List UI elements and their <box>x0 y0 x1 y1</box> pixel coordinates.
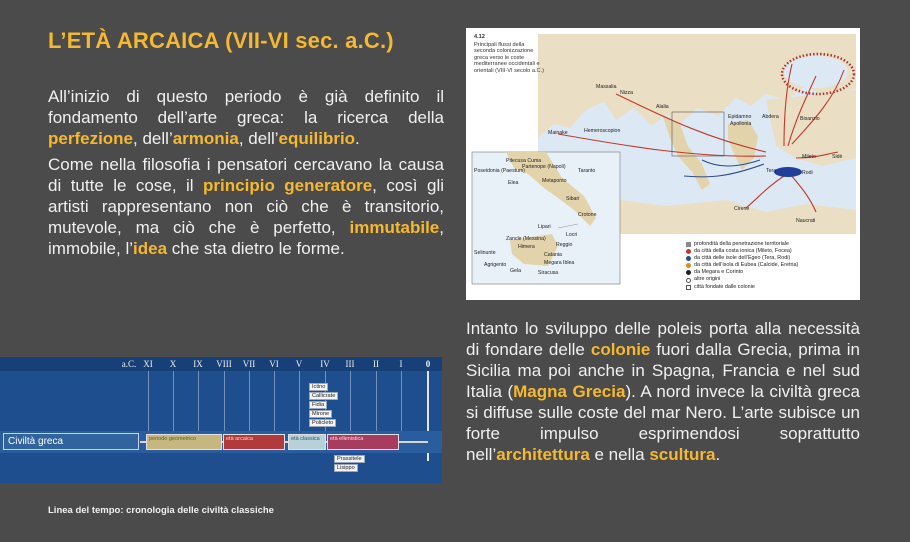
century-label: VI <box>269 359 279 369</box>
century-label: XI <box>143 359 153 369</box>
highlight-armonia: armonia <box>172 129 239 148</box>
label-megara: Megara Iblea <box>544 260 575 266</box>
label-nizza: Nizza <box>620 90 633 96</box>
highlight-perfezione: perfezione <box>48 129 134 148</box>
century-label: IV <box>320 359 330 369</box>
legend-swatch-depth <box>686 242 691 247</box>
century-label: VII <box>242 359 256 369</box>
artist-label: Policleto <box>309 419 336 427</box>
century-label: II <box>373 359 379 369</box>
label-bisanzio: Bisanzio <box>800 116 820 122</box>
map-caption-text: Principali flussi della seconda colonizzazione greca verso le coste mediterranee occidentali e orientali (VIII-VI secolo a.C.) <box>474 41 544 74</box>
map-number: 4.12 <box>474 34 485 40</box>
legend-swatch-aegean <box>686 256 691 261</box>
timeline <box>0 357 442 483</box>
century-label: I <box>399 359 403 369</box>
artist-label: Ictino <box>309 383 328 391</box>
century-label: V <box>295 359 303 369</box>
highlight-magna-grecia: Magna Grecia <box>513 382 626 401</box>
century-label: IX <box>193 359 203 369</box>
period-hellenistic: età ellenistica <box>327 434 399 450</box>
map-caption <box>474 34 546 75</box>
highlight-equilibrio: equilibrio <box>278 129 356 148</box>
colonization-map <box>466 28 860 300</box>
century-label: VIII <box>216 359 232 369</box>
legend-item: città fondate dalle colonie <box>686 284 856 291</box>
label-massalia: Massalia <box>596 84 617 90</box>
highlight-immutabile: immutabile <box>349 218 440 237</box>
label-crotone: Crotone <box>578 212 597 218</box>
label-zancle: Zancle (Messina) <box>506 236 546 242</box>
artist-label: Mirone <box>309 410 332 418</box>
artist-label: Fidia <box>309 401 327 409</box>
label-sibari: Sibari <box>566 196 580 202</box>
paragraph-philosophy: Come nella filosofia i pensatori cercavano la causa di tutte le cose, il principio generatore, così gli artisti rappresentano non ciò che è transitorio, mutevole, ma ciò che è perfetto, immutabile, immobile, l’idea che sta dietro le forme. <box>48 155 444 258</box>
paragraph-colonies: Intanto lo sviluppo delle poleis porta alla necessità di fondare delle colonie fuori dalla Grecia, prima in Sicilia ma poi anche in Spagna, Francia e nel sud Italia (Magna Grecia). A nord invece la civiltà greca si diffuse sulle coste del mar Nero. L’arte subisce un forte impulso esprimendosi soprattutto nell’architettura e nella scultura. <box>466 319 861 464</box>
label-gela: Gela <box>510 268 521 274</box>
map-aegean-blue <box>774 167 802 177</box>
label-epidamno: Epidamno <box>728 114 752 120</box>
century-tick <box>249 371 250 439</box>
century-tick <box>350 371 351 439</box>
label-hemeroscopion: Hemeroscopion <box>584 128 621 134</box>
label-naucrati: Naucrati <box>796 218 816 224</box>
label-tera: Tera <box>766 168 777 174</box>
century-tick <box>198 371 199 439</box>
legend-item: da città della costa ionica (Mileto, Focea) <box>686 248 856 255</box>
label-rodi: Rodi <box>802 170 813 176</box>
legend-item: altre origini <box>686 276 856 283</box>
label-cirene: Cirene <box>734 206 750 212</box>
artist-label: Lisippo <box>334 464 358 472</box>
label-mainake: Mainake <box>548 130 568 136</box>
highlight-colonie: colonie <box>590 340 651 359</box>
century-tick <box>173 371 174 439</box>
century-tick <box>299 371 300 439</box>
label-apollonia: Apollonia <box>730 121 752 127</box>
label-siracusa: Siracusa <box>538 270 559 276</box>
label-abdera: Abdera <box>762 114 779 120</box>
legend-item: da città dell’isola di Eubea (Calcide, Eretria) <box>686 262 856 269</box>
legend-item: profondità della penetrazione territoriale <box>686 241 856 248</box>
legend-swatch-other <box>686 278 691 283</box>
label-alalia: Alalia <box>656 104 669 110</box>
period-archaic: età arcaica <box>223 434 285 450</box>
label-cuma: Pitecusa Cuma <box>506 158 542 164</box>
label-neapolis: Partenope (Napoli) <box>522 164 566 170</box>
artist-label: Prassitele <box>334 455 365 463</box>
label-catania: Catania <box>544 252 562 258</box>
highlight-architettura: architettura <box>496 445 590 464</box>
label-selinunte: Selinunte <box>474 250 496 256</box>
period-classical: età classica <box>288 434 326 450</box>
paragraph-intro: All’inizio di questo periodo è già definito il fondamento dell’arte greca: la ricerca della perfezione, dell’armonia, dell’equilibrio. <box>48 87 444 148</box>
timeline-caption: Linea del tempo: cronologia delle civiltà classiche <box>48 505 274 516</box>
century-label: III <box>345 359 355 369</box>
century-tick <box>401 371 402 439</box>
century-tick <box>224 371 225 439</box>
century-label-zero: 0 <box>425 359 431 369</box>
label-himera: Himera <box>518 244 535 250</box>
century-tick <box>148 371 149 439</box>
period-geometric: periodo geometrico <box>146 434 222 450</box>
label-metaponto: Metaponto <box>542 178 567 184</box>
slide-title: L’ETÀ ARCAICA (VII-VI sec. a.C.) <box>48 28 394 53</box>
label-side: Sidè <box>832 154 843 160</box>
legend-swatch-euboea <box>686 263 691 268</box>
legend-swatch-megara <box>686 270 691 275</box>
legend-item: da Megara e Corinto <box>686 269 856 276</box>
highlight-principio: principio generatore <box>203 176 373 195</box>
label-elea: Elea <box>508 180 519 186</box>
label-reggio: Reggio <box>556 242 573 248</box>
label-agrigento: Agrigento <box>484 262 507 268</box>
highlight-idea: idea <box>133 239 168 258</box>
legend-item: da città delle isole dell’Egeo (Tera, Rodi) <box>686 255 856 262</box>
century-tick <box>376 371 377 439</box>
civilization-label: Civiltà greca <box>3 433 139 450</box>
legend-swatch-colonies <box>686 285 691 290</box>
label-taranto: Taranto <box>578 168 596 174</box>
label-poseidonia: Poseidonia (Paestum) <box>474 168 526 174</box>
highlight-scultura: scultura <box>649 445 716 464</box>
timeline-era-label: a.C. <box>121 359 137 369</box>
century-tick <box>274 371 275 439</box>
artist-label: Callicrate <box>309 392 338 400</box>
label-lipari: Lipari <box>538 224 551 230</box>
label-locri: Locri <box>566 232 578 238</box>
label-mileto: Mileto <box>802 154 816 160</box>
legend-swatch-ionic <box>686 249 691 254</box>
map-legend <box>686 241 856 291</box>
century-label: X <box>169 359 177 369</box>
